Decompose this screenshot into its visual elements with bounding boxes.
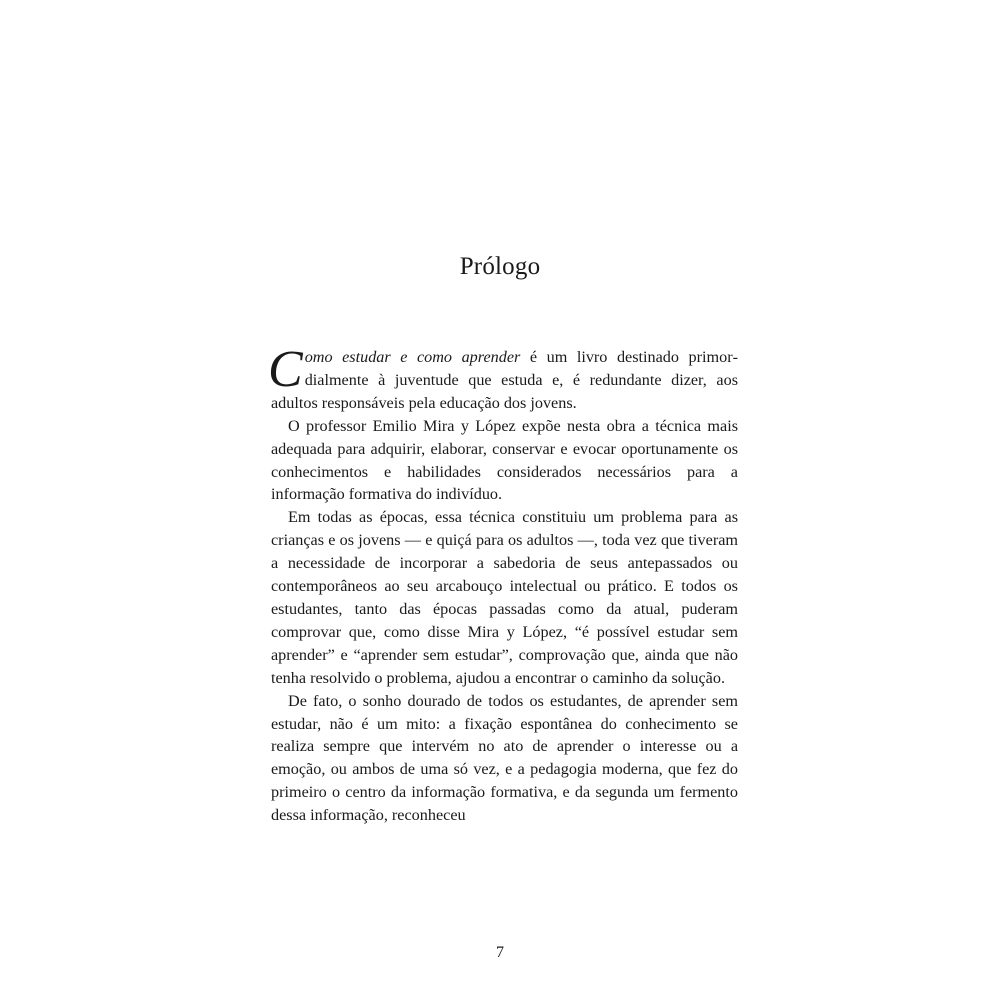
paragraph-1 xyxy=(268,341,738,415)
paragraph-4: De fato, o sonho dourado de todos os estudantes, de aprender sem estudar, não é um mito: a fixação espontânea do conhecimento se realiza sempre que intervém no ato de aprender o interesse ou a emoção, ou ambos de uma só vez, e a pedagogia moderna, que fez do primeiro o centro da informação formativa, e da segunda um fermento dessa informação, reconheceu xyxy=(271,691,738,825)
paragraph-3: Em todas as épocas, essa técnica constituiu um problema para as crianças e os jovens — e quiçá para os adultos —, toda vez que tiveram a necessidade de incorporar a sabedoria de seus antepassados ou contemporâneos ao seu arcabouço intelectual ou prático. E todos os estudantes, tanto das épocas passadas como da atual, puderam comprovar que, como disse Mira y López, “é possível estudar sem aprender” e “aprender sem estudar”, comprovação que, ainda que não tenha resolvido o problema, ajudou a encontrar o caminho da solução. xyxy=(271,508,738,687)
paragraph-2: O professor Emilio Mira y López expõe nesta obra a técnica mais adequada para adquirir, elaborar, conservar e evocar oportunamente os conhecimentos e habilidades considerados necessários para a informação formativa do indivíduo. xyxy=(271,416,738,504)
page-number: 7 xyxy=(496,944,504,961)
chapter-title: Prólogo xyxy=(459,253,541,280)
drop-cap: C xyxy=(268,341,303,398)
body-text xyxy=(268,341,738,827)
book-title-italic: omo estudar e como aprender xyxy=(304,348,521,366)
paragraph-1-text: é um livro destinado primordialmente à juventude que estuda e, é redundante dizer, aos adultos responsáveis pela educação dos jovens. xyxy=(271,348,738,412)
